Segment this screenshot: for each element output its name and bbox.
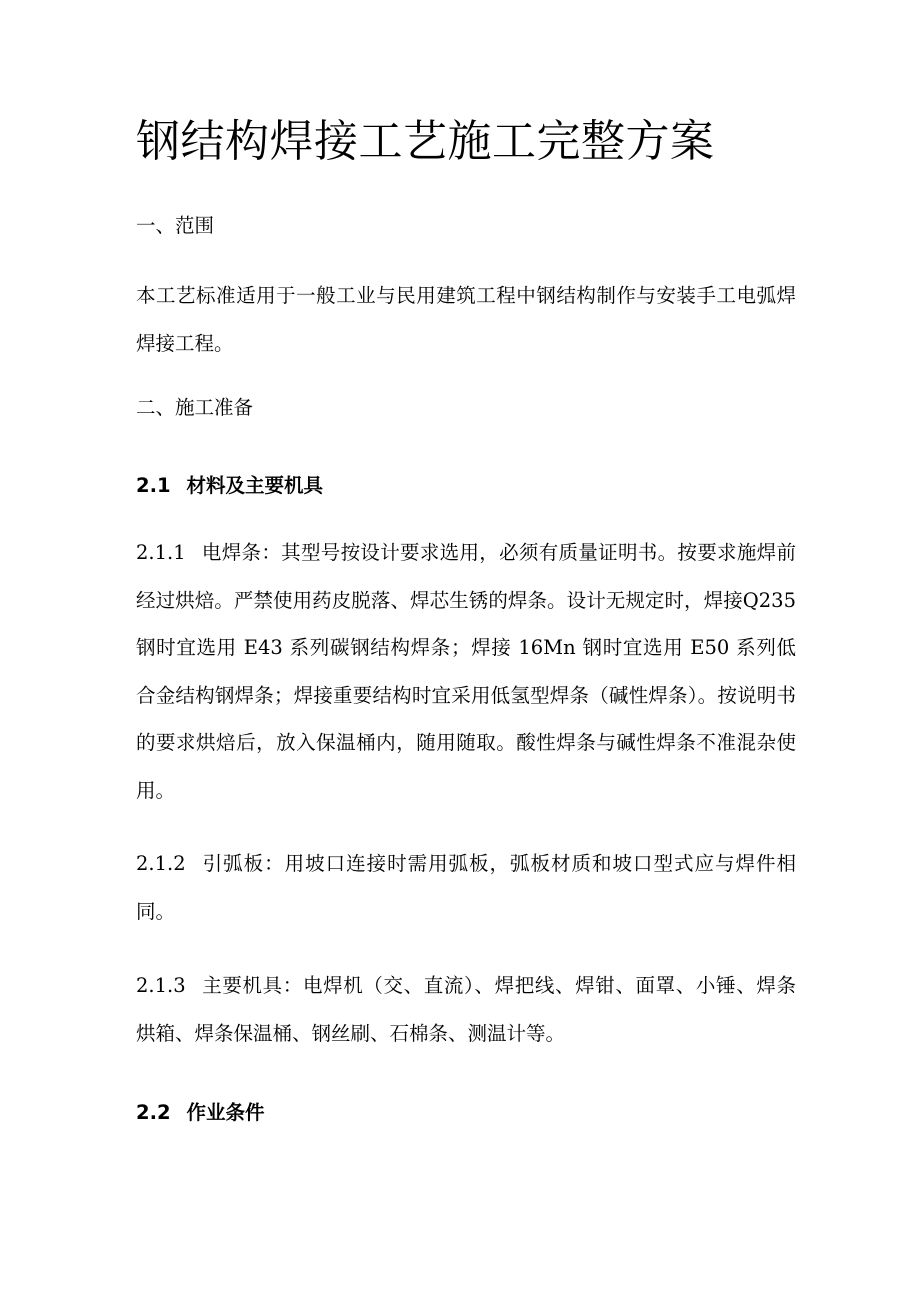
subsection-2-1-heading (136, 471, 323, 501)
section-1-body: 本工艺标准适用于一般工业与民用建筑工程中钢结构制作与安装手工电弧焊焊接工程。 (136, 284, 796, 355)
item-2-1-1 (136, 529, 796, 814)
document-title: 钢结构焊接工艺施工完整方案 (136, 116, 715, 167)
subsection-2-2-label: 作业条件 (186, 1101, 265, 1124)
subsection-2-1-number: 2.1 (136, 474, 171, 497)
item-2-1-2-text: 引弧板：用坡口连接时需用弧板，弧板材质和坡口型式应与焊件相同。 (136, 852, 796, 923)
item-2-1-2-number: 2.1.2 (136, 852, 186, 875)
subsection-2-2-number: 2.2 (136, 1101, 171, 1124)
item-2-1-3 (136, 962, 796, 1057)
item-2-1-1-number: 2.1.1 (136, 541, 186, 564)
subsection-2-1-label: 材料及主要机具 (186, 474, 324, 497)
section-2-heading: 二、施工准备 (136, 396, 254, 419)
item-2-1-1-text: 电焊条：其型号按设计要求选用，必须有质量证明书。按要求施焊前经过烘焙。严禁使用药皮脱落、焊芯生锈的焊条。设计无规定时，焊接Q235 钢时宜选用 E43 系列碳钢结构焊条；焊接 16Mn 钢时宜选用 E50 系列低合金结构钢焊条；焊接重要结构时宜采用低氢型焊条（碱性焊条）。按说明书的要求烘焙后，放入保温桶内，随用随取。酸性焊条与碱性焊条不准混杂使用。 (136, 541, 796, 802)
item-2-1-3-text: 主要机具：电焊机（交、直流）、焊把线、焊钳、面罩、小锤、焊条烘箱、焊条保温桶、钢丝刷、石棉条、测温计等。 (136, 974, 796, 1045)
item-2-1-3-number: 2.1.3 (136, 974, 186, 997)
item-2-1-2 (136, 840, 796, 935)
section-1-heading: 一、范围 (136, 214, 215, 237)
subsection-2-2-heading (136, 1098, 265, 1128)
